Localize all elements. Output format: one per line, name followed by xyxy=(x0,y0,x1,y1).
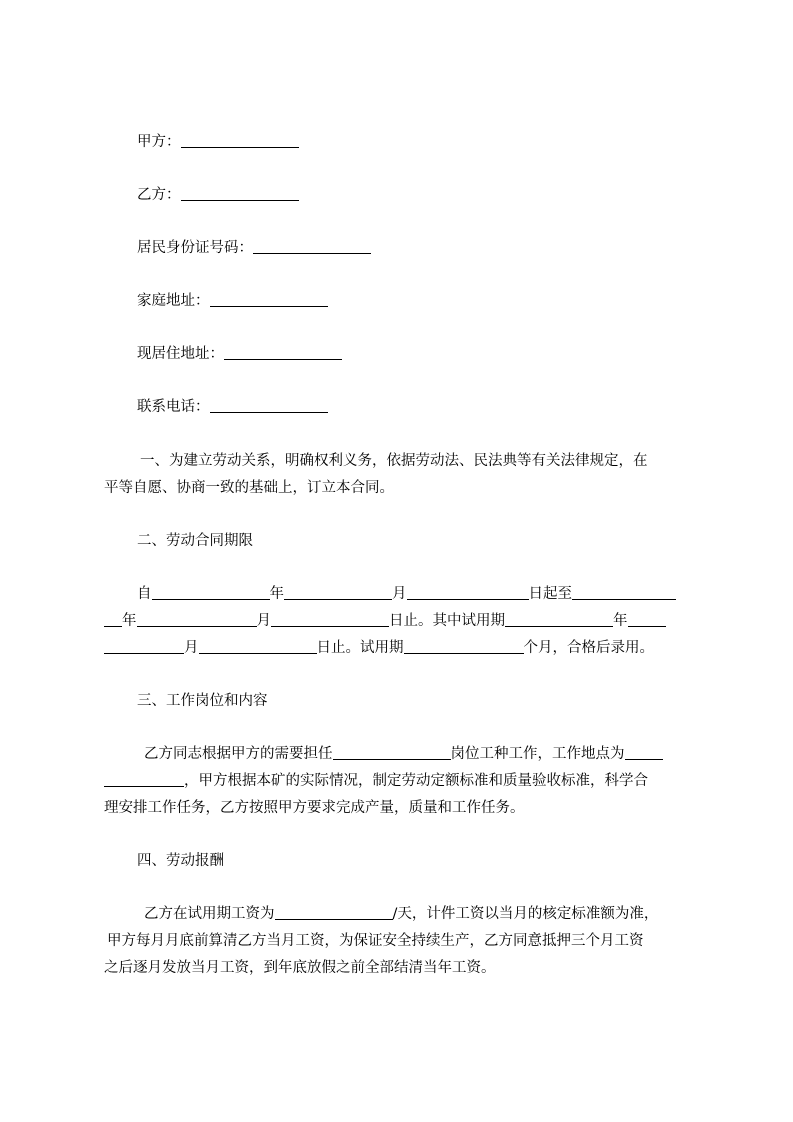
home-address-field xyxy=(137,292,328,310)
section2-line1 xyxy=(137,585,676,603)
location-blank-b[interactable] xyxy=(104,773,184,787)
probation-year-blank[interactable] xyxy=(505,613,613,627)
position-blank[interactable] xyxy=(333,746,451,760)
id-number-blank[interactable] xyxy=(253,240,371,254)
party-b-label: 乙方： xyxy=(137,187,181,203)
text-probation-wage: 乙方在试用期工资为 xyxy=(144,906,275,922)
party-b-field xyxy=(137,186,299,204)
start-month-blank[interactable] xyxy=(284,586,392,600)
probation-month-blank-a[interactable] xyxy=(628,613,666,627)
text-position-assign: 乙方同志根据甲方的需要担任 xyxy=(144,746,333,762)
start-year-blank[interactable] xyxy=(152,586,270,600)
text-year: 年 xyxy=(613,613,628,629)
text-year: 年 xyxy=(269,586,284,602)
end-month-blank[interactable] xyxy=(137,613,257,627)
home-address-blank[interactable] xyxy=(210,293,328,307)
id-number-label: 居民身份证号码： xyxy=(137,240,253,256)
text-month: 月 xyxy=(392,586,407,602)
current-address-field xyxy=(137,345,342,363)
probation-day-blank[interactable] xyxy=(199,640,317,654)
section3-line3: 理安排工作任务，乙方按照甲方要求完成产量，质量和工作任务。 xyxy=(104,800,525,816)
daily-wage-blank[interactable] xyxy=(275,906,393,920)
home-address-label: 家庭地址： xyxy=(137,293,210,309)
id-number-field xyxy=(137,239,371,257)
probation-months-blank[interactable] xyxy=(404,640,524,654)
text-work-location: 岗位工种工作，工作地点为 xyxy=(450,746,625,762)
text-from: 自 xyxy=(137,586,152,602)
phone-blank[interactable] xyxy=(210,399,328,413)
phone-label: 联系电话： xyxy=(137,399,210,415)
party-a-label: 甲方： xyxy=(137,134,181,150)
section3-line1 xyxy=(144,745,663,763)
text-day-end-probation-period: 日止。试用期 xyxy=(316,640,404,656)
text-piece-wage: /天，计件工资以当月的核定标准额为准， xyxy=(392,906,659,922)
text-month: 月 xyxy=(184,640,199,656)
text-day-end-probation: 日止。其中试用期 xyxy=(389,613,505,629)
section2-heading: 二、劳动合同期限 xyxy=(137,533,253,549)
section2-line2 xyxy=(104,612,666,630)
start-day-blank[interactable] xyxy=(407,586,529,600)
party-a-field xyxy=(137,133,299,151)
section1-line1: 一、为建立劳动关系，明确权利义务，依据劳动法、民法典等有关法律规定，在 xyxy=(140,453,648,469)
text-year: 年 xyxy=(122,613,137,629)
end-day-blank[interactable] xyxy=(271,613,389,627)
section4-line2: 甲方每月月底前算清乙方当月工资，为保证安全持续生产，乙方同意抵押三个月工资 xyxy=(107,933,644,949)
current-address-blank[interactable] xyxy=(224,346,342,360)
phone-field xyxy=(137,398,328,416)
text-month: 月 xyxy=(256,613,271,629)
section4-line3: 之后逐月发放当月工资，到年底放假之前全部结清当年工资。 xyxy=(104,960,496,976)
text-quota-standard: ，甲方根据本矿的实际情况，制定劳动定额标准和质量验收标准，科学合 xyxy=(184,773,648,789)
section4-heading: 四、劳动报酬 xyxy=(137,853,224,869)
text-months-hire: 个月，合格后录用。 xyxy=(523,640,654,656)
section4-line1 xyxy=(144,905,658,923)
probation-month-blank-b[interactable] xyxy=(104,640,184,654)
location-blank-a[interactable] xyxy=(625,746,663,760)
end-year-blank-a[interactable] xyxy=(572,586,676,600)
section3-heading: 三、工作岗位和内容 xyxy=(137,693,268,709)
section1-line2: 平等自愿、协商一致的基础上，订立本合同。 xyxy=(104,480,394,496)
party-a-blank[interactable] xyxy=(181,134,299,148)
section3-line2 xyxy=(104,772,648,790)
text-day-until: 日起至 xyxy=(528,586,572,602)
party-b-blank[interactable] xyxy=(181,187,299,201)
current-address-label: 现居住地址： xyxy=(137,346,224,362)
end-year-blank-b[interactable] xyxy=(104,613,122,627)
section2-line3 xyxy=(104,639,654,657)
